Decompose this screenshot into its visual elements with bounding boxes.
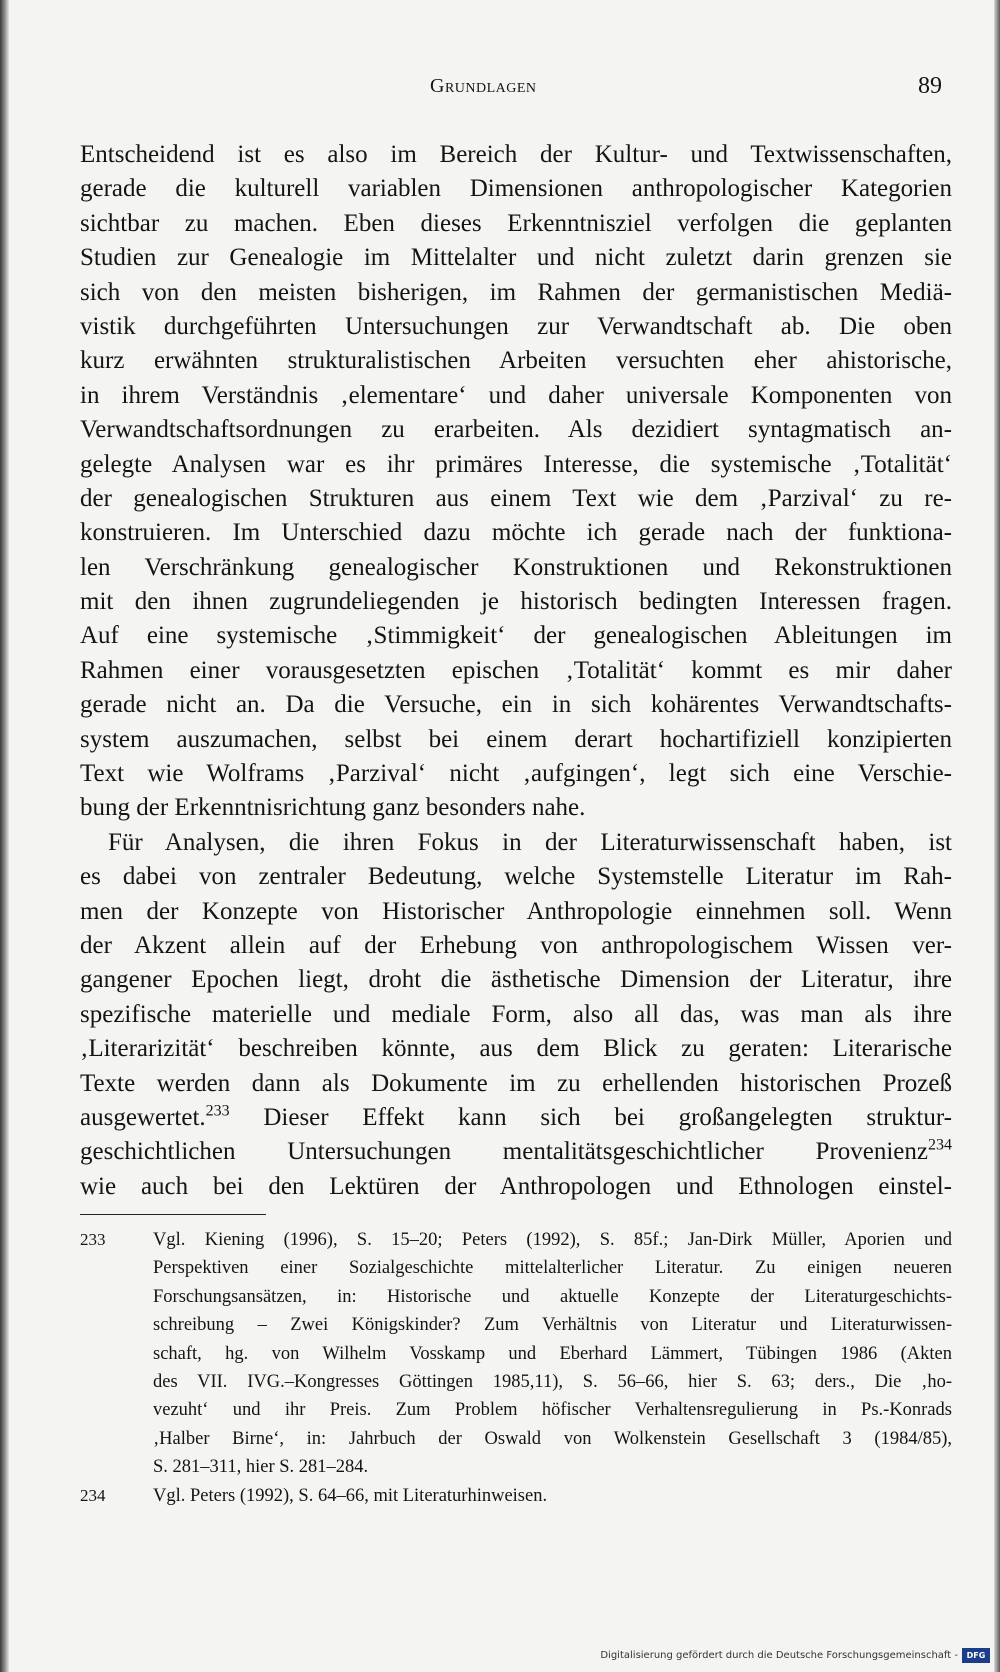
- footnote-line: S. 281–311, hier S. 281–284.: [153, 1457, 369, 1478]
- footnote-divider: [80, 1214, 266, 1215]
- digitization-credit: Digitalisierung gefördert durch die Deutsche Forschungsgemeinschaft -: [600, 1650, 958, 1661]
- text-line: der Akzent allein auf der Erhebung von anthropologischem Wissen ver-: [80, 931, 952, 959]
- text-line: Texte werden dann als Dokumente im zu erhellenden historischen Prozeß: [80, 1069, 952, 1097]
- text-line: Rahmen einer vorausgesetzten epischen ‚Totalität‘ kommt es mir daher: [80, 656, 952, 684]
- text-line: konstruieren. Im Unterschied dazu möchte ich gerade nach der funktiona-: [80, 519, 952, 547]
- text-line: spezifische materielle und mediale Form, also all das, was man als ihre: [80, 1000, 952, 1028]
- scan-left-edge: [0, 0, 9, 1672]
- footnote-line: ‚Halber Birne‘, in: Jahrbuch der Oswald von Wolkenstein Gesellschaft 3 (1984/85),: [153, 1428, 952, 1449]
- text-line: mit den ihnen zugrundeliegenden je historisch bedingten Interessen fragen.: [80, 588, 952, 616]
- text-line: Studien zur Genealogie im Mittelalter und nicht zuletzt darin grenzen sie: [80, 244, 952, 272]
- text-line: men der Konzepte von Historischer Anthropologie einnehmen soll. Wenn: [80, 897, 952, 925]
- footnotes: [80, 1226, 952, 1510]
- footnote-line: vezuht‘ und ihr Preis. Zum Problem höfischer Verhaltensregulierung in Ps.-Konrads: [153, 1400, 952, 1421]
- text-line: vistik durchgeführten Untersuchungen zur Verwandtschaft ab. Die oben: [80, 312, 952, 340]
- text-line: gerade nicht an. Da die Versuche, ein in sich kohärentes Verwandtschafts-: [80, 691, 952, 719]
- text-line: bung der Erkenntnisrichtung ganz besonders nahe.: [80, 794, 586, 822]
- text-line: Verwandtschaftsordnungen zu erarbeiten. Als dezidiert syntagmatisch an-: [80, 416, 952, 444]
- text-line: Text wie Wolframs ‚Parzival‘ nicht ‚aufgingen‘, legt sich eine Verschie-: [80, 760, 952, 788]
- footnote-line: Forschungsansätzen, in: Historische und aktuelle Konzepte der Literaturgeschichts-: [153, 1286, 952, 1307]
- text-line: wie auch bei den Lektüren der Anthropologen und Ethnologen einstel-: [80, 1172, 952, 1200]
- text-line: [80, 1135, 952, 1169]
- footnote-line: schaft, hg. von Wilhelm Vosskamp und Eberhard Lämmert, Tübingen 1986 (Akten: [153, 1343, 952, 1364]
- text-line: ‚Literarizität‘ beschreiben könnte, aus dem Blick zu geraten: Literarische: [80, 1035, 952, 1063]
- text-line: [80, 1101, 952, 1135]
- footnote-line: des VII. IVG.–Kongresses Göttingen 1985,11), S. 56–66, hier S. 63; ders., Die ‚ho-: [153, 1371, 952, 1392]
- text-line: Entscheidend ist es also im Bereich der Kultur- und Textwissenschaften,: [80, 141, 952, 168]
- scan-right-edge: [994, 0, 1000, 1672]
- dfg-logo: DFG: [962, 1648, 990, 1663]
- footnote-number: 233: [80, 1230, 106, 1249]
- footnote-234: [80, 1482, 952, 1510]
- text-line: kurz erwähnten strukturalistischen Arbeiten versuchten eher ahistorische,: [80, 347, 952, 375]
- text-line: Für Analysen, die ihren Fokus in der Literaturwissenschaft haben, ist: [108, 828, 952, 856]
- footnote-line: Vgl. Kiening (1996), S. 15–20; Peters (1992), S. 85f.; Jan-Dirk Müller, Aporien und: [153, 1230, 952, 1250]
- text-line-part: geschichtlichen Untersuchungen mentalitätsgeschichtlicher Provenienz: [80, 1138, 928, 1166]
- page-number: 89: [918, 73, 942, 99]
- text-line: gelegte Analysen war es ihr primäres Interesse, die systemische ‚Totalität‘: [80, 450, 952, 478]
- footnote-marker-233[interactable]: 233: [205, 1102, 230, 1120]
- footnote-line: Perspektiven einer Sozialgeschichte mittelalterlicher Literatur. Zu einigen neueren: [153, 1258, 952, 1279]
- footnote-line: Vgl. Peters (1992), S. 64–66, mit Literaturhinweisen.: [153, 1485, 548, 1506]
- text-line: len Verschränkung genealogischer Konstruktionen und Rekonstruktionen: [80, 553, 952, 581]
- text-line: in ihrem Verständnis ‚elementare‘ und daher universale Komponenten von: [80, 381, 952, 409]
- footnote-line: schreibung – Zwei Königskinder? Zum Verhältnis von Literatur und Literaturwissen-: [153, 1315, 952, 1336]
- body-text: [80, 138, 952, 1204]
- text-line-part: Dieser Effekt kann sich bei großangelegten struktur-: [229, 1103, 952, 1131]
- text-line: system auszumachen, selbst bei einem derart hochartifiziell konzipierten: [80, 725, 952, 753]
- text-line: Auf eine systemische ‚Stimmigkeit‘ der genealogischen Ableitungen im: [80, 622, 952, 650]
- text-line: gerade die kulturell variablen Dimensionen anthropologischer Kategorien: [80, 175, 952, 203]
- text-line: gangener Epochen liegt, droht die ästhetische Dimension der Literatur, ihre: [80, 966, 952, 994]
- running-head-title: Grundlagen: [430, 75, 537, 97]
- footnote-number: 234: [80, 1485, 106, 1505]
- text-line: es dabei von zentraler Bedeutung, welche Systemstelle Literatur im Rah-: [80, 863, 952, 891]
- footnote-marker-234[interactable]: 234: [928, 1137, 952, 1154]
- footnote-233: [80, 1226, 952, 1482]
- text-line: sichtbar zu machen. Eben dieses Erkenntnisziel verfolgen die geplanten: [80, 209, 952, 237]
- text-line-part: ausgewertet.: [80, 1103, 206, 1131]
- text-line: der genealogischen Strukturen aus einem Text wie dem ‚Parzival‘ zu re-: [80, 484, 952, 512]
- text-line: sich von den meisten bisherigen, im Rahmen der germanistischen Mediä-: [80, 278, 952, 306]
